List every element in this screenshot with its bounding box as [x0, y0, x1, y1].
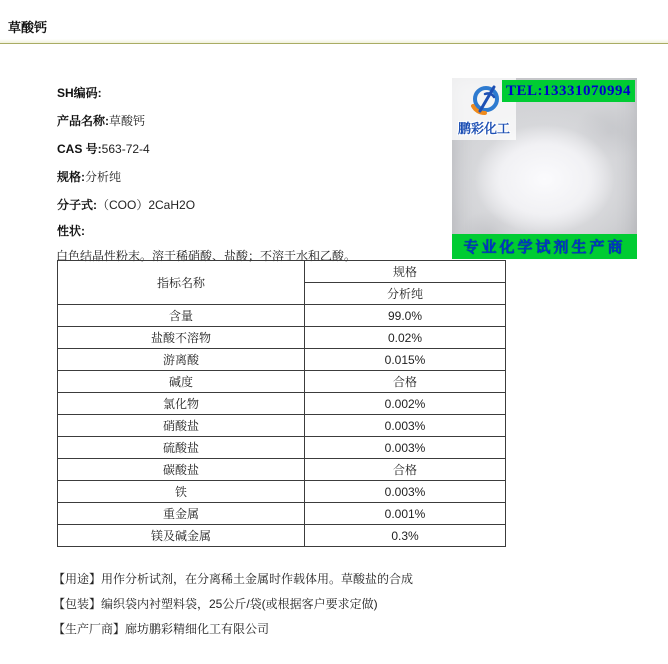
table-header-row: [58, 261, 506, 283]
field-cas-number: [57, 140, 150, 157]
spec-name: 氯化物: [58, 393, 305, 415]
note-packaging: 【包装】编织袋内衬塑料袋，25公斤/袋(或根据客户要求定做): [53, 597, 378, 611]
field-label: 规格:: [57, 170, 85, 184]
spec-value: 99.0%: [305, 305, 506, 327]
table-row: [58, 525, 506, 547]
spec-name: 碳酸盐: [58, 459, 305, 481]
spec-name: 硝酸盐: [58, 415, 305, 437]
spec-value: 0.015%: [305, 349, 506, 371]
table-row: [58, 459, 506, 481]
table-row: [58, 393, 506, 415]
slogan-banner: 专业化学试剂生产商: [452, 234, 637, 259]
spec-value: 0.02%: [305, 327, 506, 349]
header-grade: 分析纯: [305, 283, 506, 305]
spec-value: 0.003%: [305, 481, 506, 503]
table-row: [58, 481, 506, 503]
spec-name: 铁: [58, 481, 305, 503]
table-row: [58, 349, 506, 371]
field-product-name: [57, 112, 145, 129]
table-row: [58, 503, 506, 525]
field-label: 产品名称:: [57, 114, 109, 128]
spec-value: 0.3%: [305, 525, 506, 547]
table-row: [58, 415, 506, 437]
spec-name: 盐酸不溶物: [58, 327, 305, 349]
properties-description: 白色结晶性粉末。溶于稀硝酸、盐酸；不溶于水和乙酸。: [56, 249, 357, 263]
table-row: [58, 327, 506, 349]
title-divider: [0, 39, 668, 44]
logo-text: 鹏彩化工: [457, 121, 510, 136]
field-value: 草酸钙: [109, 114, 146, 128]
spec-value: 合格: [305, 371, 506, 393]
field-label: SH编码:: [57, 86, 102, 100]
field-label: CAS 号:: [57, 142, 102, 156]
field-formula: [57, 196, 195, 213]
field-value: （COO）2CaH2O: [97, 198, 196, 212]
spec-name: 硫酸盐: [58, 437, 305, 459]
field-sh-code: [57, 84, 102, 101]
field-label: 性状:: [57, 224, 85, 238]
header-spec: 规格: [305, 261, 506, 283]
tel-banner: TEL:13331070994: [502, 80, 635, 102]
spec-table: [57, 260, 506, 547]
spec-name: 碱度: [58, 371, 305, 393]
spec-value: 0.002%: [305, 393, 506, 415]
note-manufacturer: 【生产厂商】廊坊鹏彩精细化工有限公司: [53, 622, 270, 636]
table-row: [58, 371, 506, 393]
spec-name: 重金属: [58, 503, 305, 525]
field-value: 分析纯: [85, 170, 122, 184]
spec-value: 0.003%: [305, 437, 506, 459]
table-row: [58, 305, 506, 327]
field-label: 分子式:: [57, 198, 97, 212]
field-properties: [57, 222, 85, 239]
header-indicator-name: 指标名称: [58, 261, 305, 305]
spec-value: 合格: [305, 459, 506, 481]
field-grade: [57, 168, 121, 185]
product-photo: [452, 78, 637, 259]
spec-value: 0.001%: [305, 503, 506, 525]
note-usage: 【用途】用作分析试剂，在分离稀土金属时作载体用。草酸盐的合成: [53, 572, 414, 586]
spec-value: 0.003%: [305, 415, 506, 437]
spec-name: 含量: [58, 305, 305, 327]
page-title: 草酸钙: [8, 20, 48, 35]
field-value: 563-72-4: [101, 142, 150, 156]
table-row: [58, 437, 506, 459]
spec-name: 镁及碱金属: [58, 525, 305, 547]
spec-name: 游离酸: [58, 349, 305, 371]
